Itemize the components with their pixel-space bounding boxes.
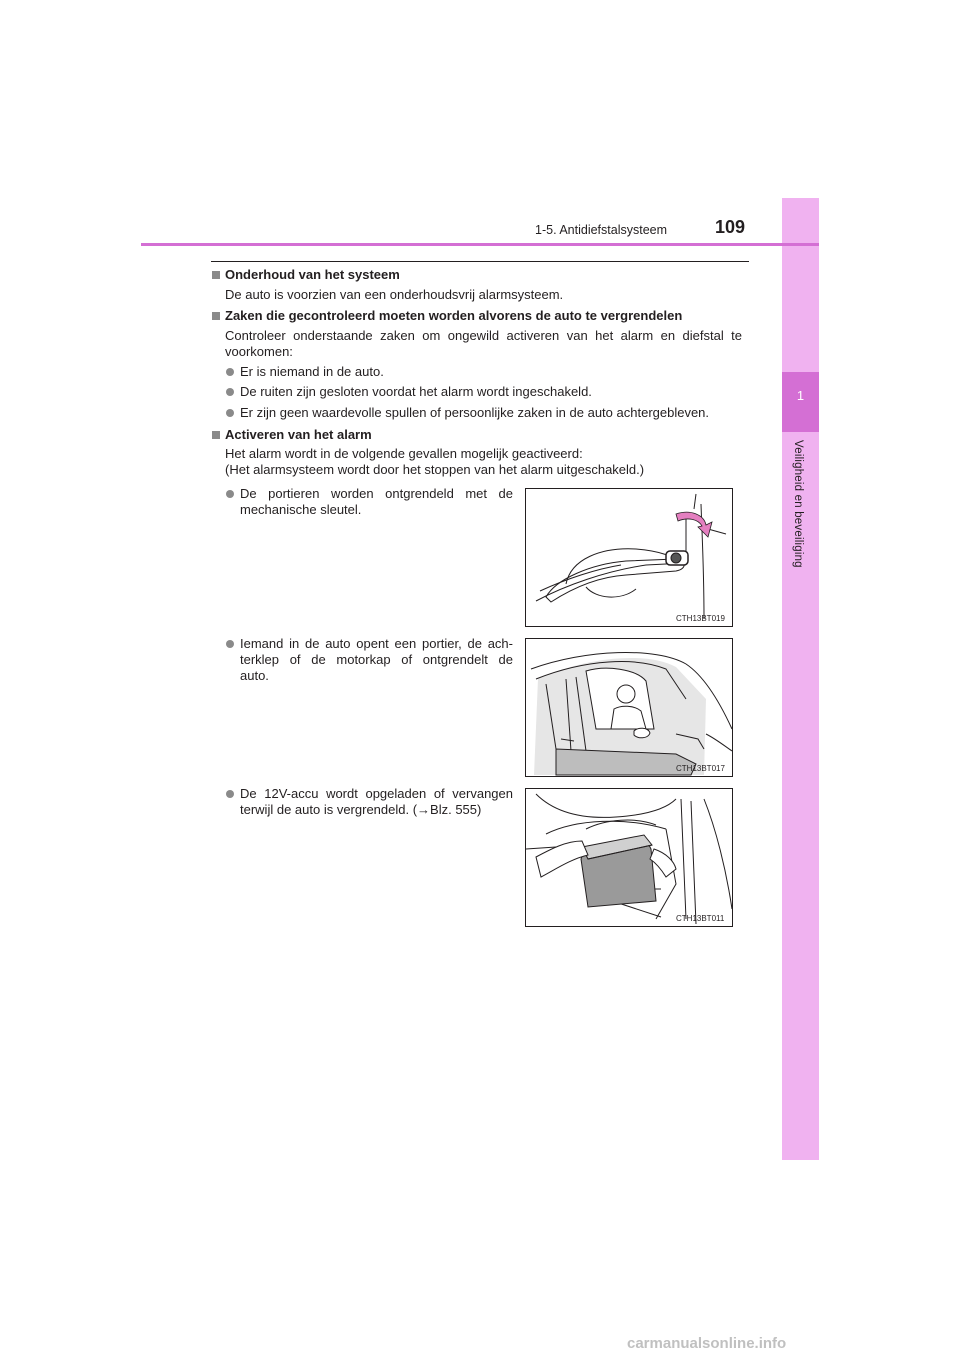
figure-person-opening-door [525,638,733,777]
bullet-icon [226,490,234,498]
section-marker-icon [212,271,220,279]
figure-door-handle [525,488,733,627]
section-heading: Onderhoud van het systeem [225,267,400,282]
bullet-item: De portieren worden ontgrendeld met de [240,486,513,501]
figure-battery-replacement [525,788,733,927]
section-body: De auto is voorzien van een onderhoudsvrij alarmsysteem. [225,287,564,302]
bullet-icon [226,790,234,798]
chapter-side-tab [782,198,819,1160]
door-handle-key-icon [526,489,732,626]
bullet-icon [226,409,234,417]
header-rule [141,243,819,246]
section-marker-icon [212,312,220,320]
bullet-item: terklep of de motorkap of ontgrendelt de [240,652,513,667]
bullet-icon [226,368,234,376]
bullet-item: auto. [240,668,269,683]
bullet-item: terwijl de auto is vergrendeld. (→Blz. 555) [240,802,482,817]
bullet-item: Er zijn geen waardevolle spullen of persoonlijke zaken in de auto achtergebleven. [240,405,710,420]
chapter-number: 1 [796,388,805,403]
content-rule [211,261,749,262]
bullet-item: Er is niemand in de auto. [240,364,384,379]
page-number: 109 [715,217,746,237]
section-body: Controleer onderstaande zaken om ongewild activeren van het alarm en diefstal te [225,328,742,343]
battery-replacement-icon [526,789,732,926]
section-header: 1-5. Antidiefstalsysteem [535,223,668,237]
footer-watermark: carmanualsonline.info [627,1335,787,1352]
section-marker-icon [212,431,220,439]
bullet-item: mechanische sleutel. [240,502,362,517]
bullet-icon [226,388,234,396]
section-body: voorkomen: [225,344,293,359]
section-heading: Activeren van het alarm [225,427,372,442]
figure-caption: CTH13BT017 [676,764,725,773]
bullet-item: De ruiten zijn gesloten voordat het alarm wordt ingeschakeld. [240,384,592,399]
figure-caption: CTH13BT019 [676,614,725,623]
section-body: Het alarm wordt in de volgende gevallen mogelijk geactiveerd: [225,446,583,461]
bullet-icon [226,640,234,648]
figure-caption: CTH13BT011 [676,914,725,923]
chapter-title: Veiligheid en beveiliging [792,440,804,568]
section-body: (Het alarmsysteem wordt door het stoppen van het alarm uitgeschakeld.) [225,462,645,477]
section-heading: Zaken die gecontroleerd moeten worden alvorens de auto te vergrendelen [225,308,683,323]
person-opening-door-icon [526,639,732,776]
bullet-item: De 12V-accu wordt opgeladen of vervangen [240,786,513,801]
bullet-item: Iemand in de auto opent een portier, de ach- [240,636,513,651]
